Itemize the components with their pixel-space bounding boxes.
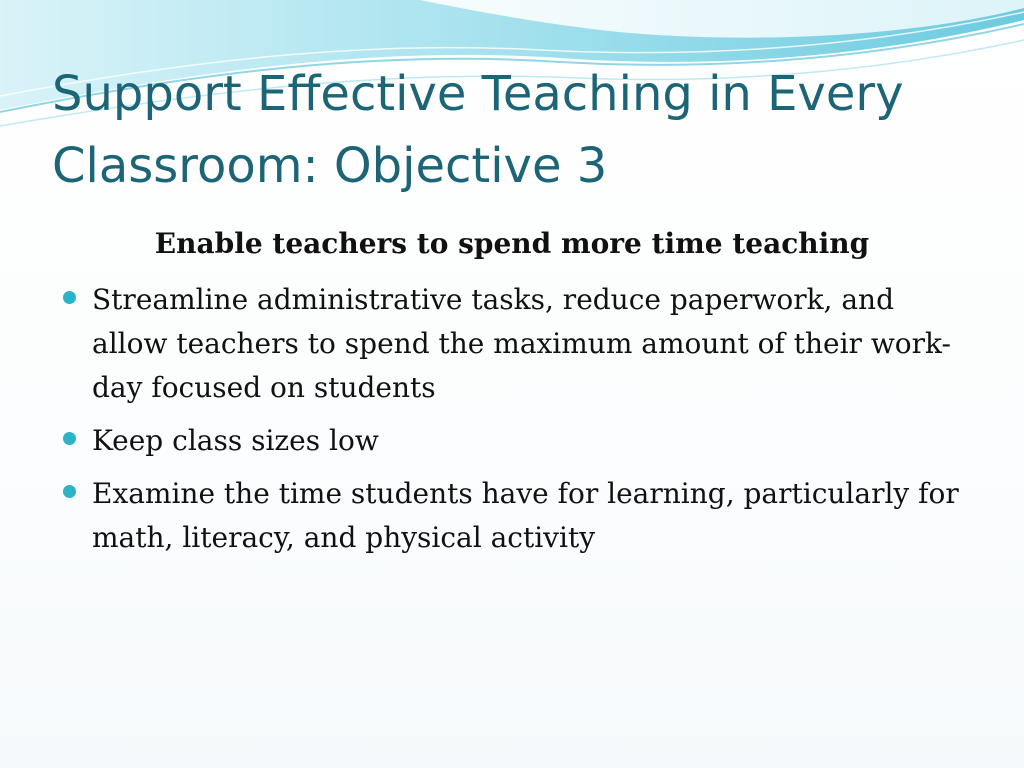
bullet-item <box>62 419 962 463</box>
bullet-text: Streamline administrative tasks, reduce paperwork, and allow teachers to spend the maximum amount of their work-day focused on students <box>92 283 951 404</box>
slide-title: Support Effective Teaching in Every Classroom: Objective 3 <box>52 66 904 194</box>
bullet-list <box>62 278 962 569</box>
bullet-text: Examine the time students have for learning, particularly for math, literacy, and physical activity <box>92 477 959 554</box>
bullet-item <box>62 472 962 560</box>
slide-subtitle: Enable teachers to spend more time teaching <box>154 227 870 260</box>
bullet-dot-icon <box>63 432 76 445</box>
bullet-text: Keep class sizes low <box>92 424 379 457</box>
bullet-dot-icon <box>63 485 76 498</box>
bullet-item <box>62 278 962 410</box>
bullet-dot-icon <box>63 291 76 304</box>
